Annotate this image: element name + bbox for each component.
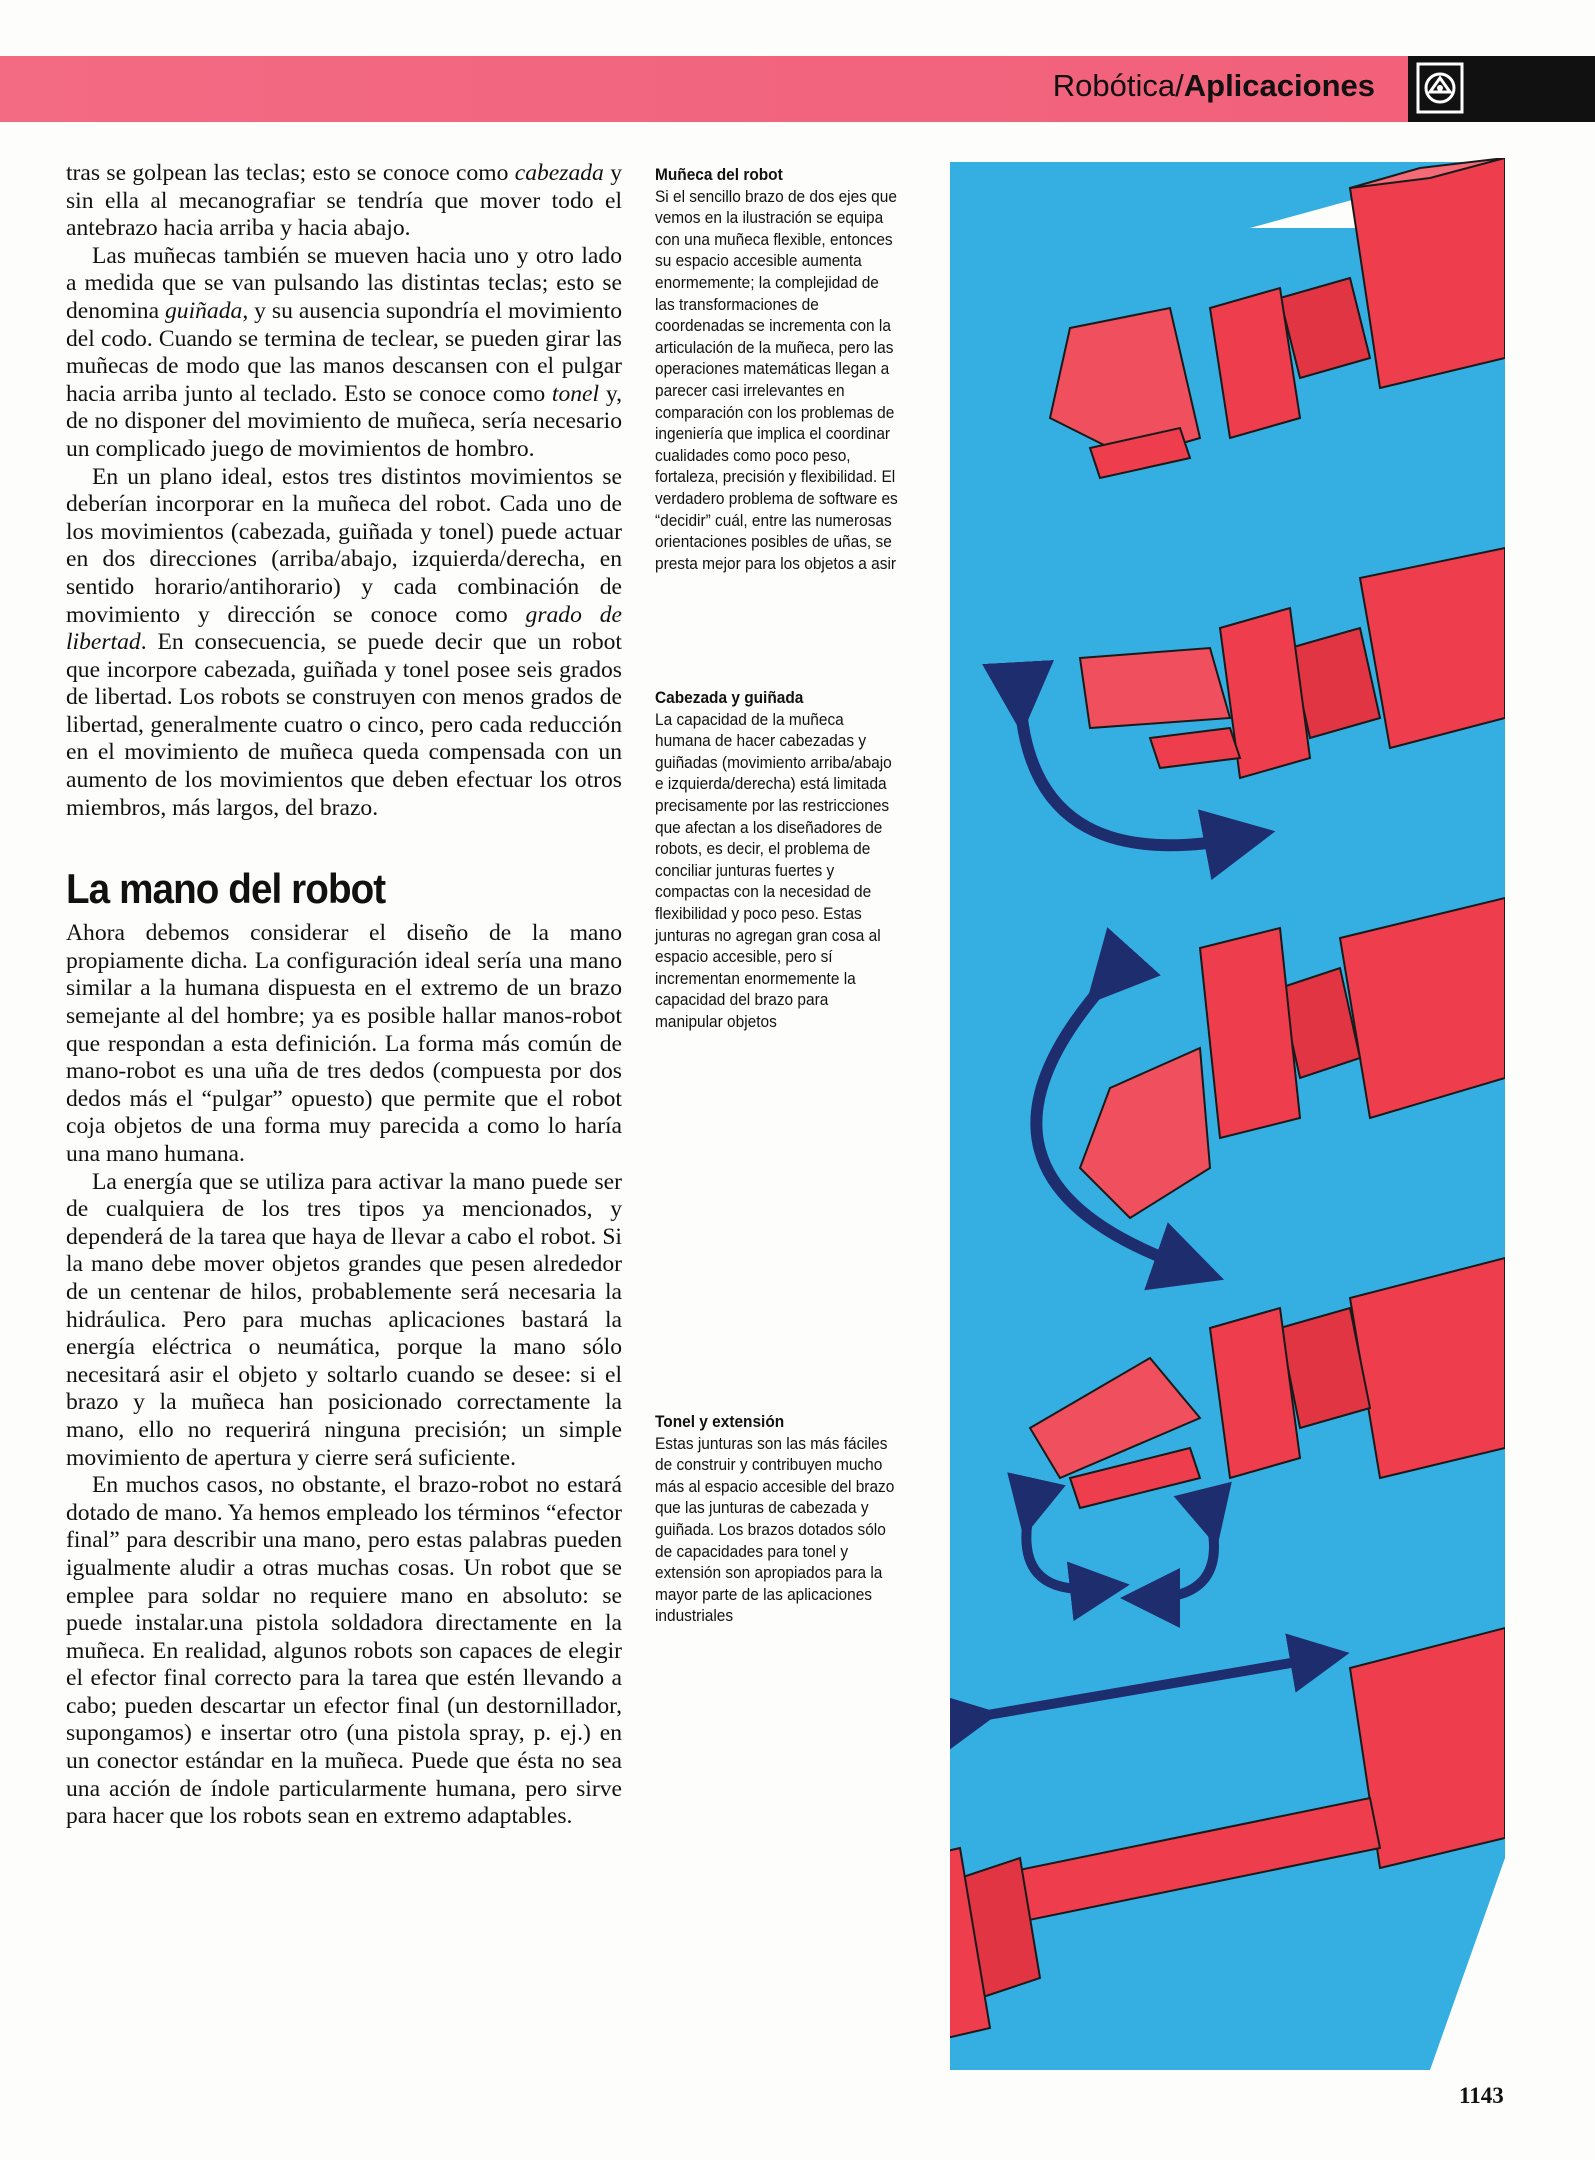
paragraph: La energía que se utiliza para activar la mano puede ser de cualquiera de los tres tipos ya mencionados, y dependerá de la tarea que haya de llevar a cabo el robot. Si la mano debe mover objetos grandes que pesen alrededor de un centenar de hilos, probablemente será necesaria la hidráulica. Pero para muchas aplicaciones bastará la energía eléctrica o neumática, porque la mano sólo necesitará asir el objeto y soltarlo cuando se desee: si el brazo y la muñeca han posicionado correctamente la mano, ello no requerirá ninguna precisión; un simple movimiento de apertura y cierre será suficiente. (66, 1168, 622, 1471)
paragraph: En muchos casos, no obstante, el brazo-robot no estará dotado de mano. Ya hemos empleado los términos “efector final” para describir una mano, pero estas palabras pueden igualmente aludir a otras muchas cosas. Un robot que se emplee para soldar no requiere mano en absoluto: se puede instalar.una pistola soldadora directamente en la muñeca. En realidad, algunos robots son capaces de elegir el efector final correcto para la tarea que estén llevando a cabo; pueden descartar un efector final (un destornillador, supongamos) e insertar otro (una pistola spray, p. ej.) en un conector estándar en la muñeca. Puede que ésta no sea una acción de índole particularmente humana, pero sirve para hacer que los robots sean en extremo adaptables. (66, 1472, 622, 1830)
main-article (66, 160, 622, 1831)
caption-text: Si el sencillo brazo de dos ejes que vemos en la ilustración se equipa con una muñeca flexible, entonces su espacio accesible aumenta enormemente; la complejidad de las transformaciones de coordenadas se incrementa con la articulación de la muñeca, pero las operaciones matemáticas llegan a parecer casi irrelevantes en comparación con los problemas de ingeniería que implica el coordinar cualidades como poco peso, fortaleza, precisión y flexibilidad. El verdadero problema de software es “decidir” cuál, entre las numerosas orientaciones posibles de uñas, se presta mejor para los objetos a asir (655, 186, 898, 573)
robot-emblem-icon (1416, 62, 1464, 114)
caption-title: Tonel y extensión (655, 1412, 785, 1431)
caption-wrist (655, 164, 899, 574)
caption-pitch-yaw (655, 687, 899, 1033)
caption-title: Cabezada y guiñada (655, 688, 804, 707)
page-number: 1143 (1459, 2083, 1504, 2108)
paragraph: Ahora debemos considerar el diseño de la mano propiamente dicha. La configuración ideal sería una mano similar a la humana dispuesta en el extremo de un brazo semejante al del hombre; ya es posible hallar manos-robot que respondan a esta definición. La forma más común de mano-robot es una uña de tres dedos (compuesta por dos dedos más el “pulgar” opuesto) que permite que el robot coja objetos de una forma muy parecida a como lo haría una mano humana. (66, 920, 622, 1167)
paragraph: Las muñecas también se mueven hacia uno y otro lado a medida que se van pulsando las distintas teclas; esto se denomina guiñada, y su ausencia supondría el movimiento del codo. Cuando se termina de teclear, se pueden girar las muñecas de modo que las manos descansen con el pulgar hacia arriba junto al teclado. Esto se conoce como tonel y, de no disponer del movimiento de muñeca, sería necesario un complicado juego de movimientos de hombro. (66, 242, 623, 462)
section-name: Robótica/ (1052, 68, 1184, 103)
paragraph: En un plano ideal, estos tres distintos movimientos se deberían incorporar en la muñeca del robot. Cada uno de los movimientos (cabezada, guiñada y tonel) puede actuar en dos direcciones (arriba/abajo, izquierda/derecha, en sentido horario/antihorario) y cada combinación de movimiento y dirección se conoce como grado de libertad. En consecuencia, se puede decir que un robot que incorpore cabezada, guiñada y tonel posee seis grados de libertad. Los robots se construyen con menos grados de libertad, generalmente cuatro o cinco, pero cada reducción en el movimiento de muñeca queda compensada con un aumento de los movimientos que deben efectuar los otros miembros, más largos, del brazo. (66, 463, 622, 821)
caption-title: Muñeca del robot (655, 165, 783, 184)
caption-text: La capacidad de la muñeca humana de hacer cabezadas y guiñadas (movimiento arriba/abajo e izquierda/derecha) está limitada precisamente por las restricciones que afectan a los diseñadores de robots, es decir, el problema de conciliar junturas fuertes y compactas con la necesidad de flexibilidad y poco peso. Estas junturas no agregan gran cosa al espacio accesible, pero sí incrementan enormemente la capacidad del brazo para manipular objetos (655, 709, 892, 1031)
paragraph: tras se golpean las teclas; esto se conoce como cabezada y sin ella al mecanografiar se tendría que mover todo el antebrazo hacia arriba y hacia abajo. (66, 160, 622, 242)
caption-roll-extension (655, 1411, 899, 1627)
caption-text: Estas junturas son las más fáciles de construir y contribuyen mucho más al espacio accesible del brazo que las junturas de cabezada y guiñada. Los brazos dotados sólo de capacidades para tonel y extensión son apropiados para la mayor parte de las aplicaciones industriales (655, 1433, 895, 1626)
section-logo (1408, 56, 1595, 122)
section-heading: La mano del robot (66, 865, 386, 913)
robot-arm-illustration (950, 158, 1505, 2070)
section-title (1053, 66, 1375, 106)
subsection-name: Aplicaciones (1183, 68, 1375, 103)
